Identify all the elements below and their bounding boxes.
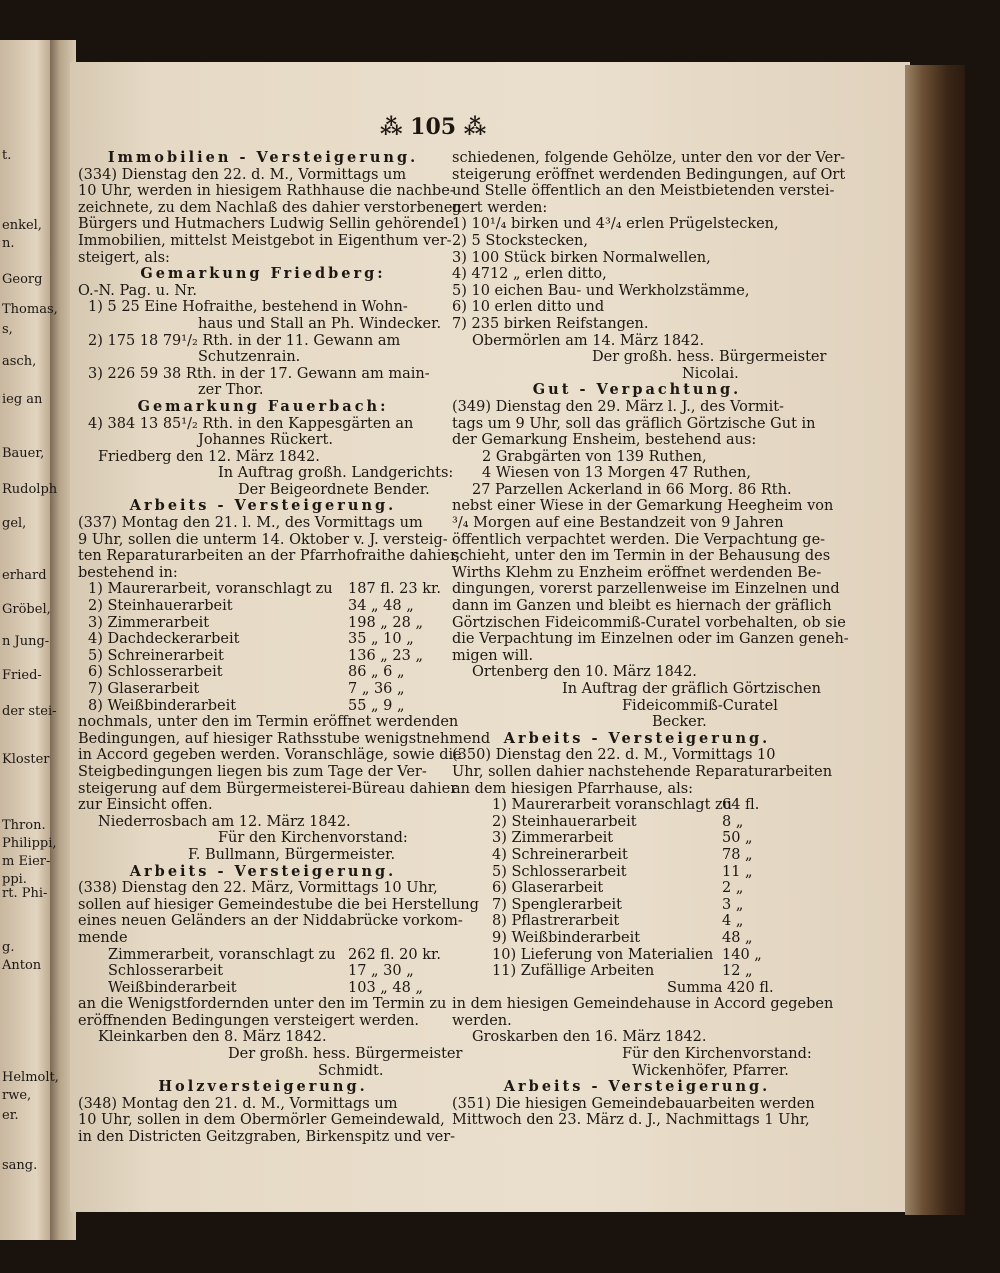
line-text: dann im Ganzen und bleibt es hiernach der gräflich [452,598,832,615]
line-text: Uhr, sollen dahier nachstehende Reparaturarbeiten [452,763,833,780]
line-text: 7) Glaserarbeit [88,681,200,697]
line-text: (337) Montag den 21. l. M., des Vormittags um [78,515,423,532]
text-line [452,1013,822,1030]
line-text: Immobilien - Versteigerung. [107,149,419,166]
text-line [78,1079,448,1096]
text-line [452,963,822,980]
line-text: In Auftrag großh. Landgerichts: [218,465,454,482]
text-line [78,681,448,698]
right-column [452,150,849,1129]
text-line [452,1096,822,1113]
line-text: Obermörlen am 14. März 1842. [472,332,705,349]
line-text: bestehend in: [78,564,178,581]
line-amount: 262 fl. 20 kr. [348,946,441,963]
left-page-fragment: Bauer, [2,446,45,461]
left-page-fragment: Georg [2,272,43,287]
page-number-text: 105 [410,114,457,140]
line-text: Gemarkung Friedberg: [140,265,386,283]
text-line [452,166,846,184]
line-text: Immobilien, mittelst Meistgebot in Eigenthum ver- [78,232,452,249]
line-text: die Verpachtung im Einzelnen oder im Ganzen geneh- [452,631,849,648]
line-text: 2 Grabgärten von 139 Ruthen, [482,448,707,465]
text-line [78,963,448,980]
left-page-fragment: der stei- [2,704,57,719]
text-line [452,183,835,200]
text-line [78,167,448,184]
text-line [78,399,448,416]
line-text: Arbeits - Versteigerung. [503,1078,771,1096]
line-text: Arbeits - Versteigerung. [129,862,397,880]
text-line [78,947,448,964]
left-page-fragment: erhard [2,568,47,583]
text-line [78,714,459,731]
line-text: mende [78,929,128,946]
text-line [78,266,448,283]
text-line [452,631,849,648]
line-text: Holzversteigerung. [158,1078,368,1096]
left-page-fragment: asch, [2,354,37,369]
line-text: Kleinkarben den 8. März 1842. [98,1029,327,1046]
line-text: steigerung auf dem Bürgermeisterei-Büreau dahier [78,780,458,797]
line-text: eines neuen Geländers an der Niddabrücke vorkom- [78,913,463,930]
line-text: 2) 5 Stockstecken, [452,232,589,249]
line-amount: 136 „ 23 „ [348,647,423,664]
line-amount: 198 „ 28 „ [348,614,423,631]
line-text: Gut - Verpachtung. [532,381,742,399]
text-line [452,382,822,399]
line-amount: 8 „ [722,813,744,830]
line-text: zeichnete, zu dem Nachlaß des dahier verstorbenen [78,199,462,216]
line-text: Der großh. hess. Bürgermeister [228,1046,463,1063]
line-amount: 78 „ [722,846,753,863]
text-line [452,1079,822,1096]
text-line [78,382,448,399]
line-text: 1) Maurerarbeit, voranschlagt zu [88,581,333,598]
text-line [78,880,448,897]
text-line [78,930,448,947]
text-line [78,482,448,499]
text-line [452,233,822,250]
text-line [78,1112,448,1129]
line-text: Niederrosbach am 12. März 1842. [98,813,351,830]
line-text: der Gemarkung Ensheim, bestehend aus: [452,432,757,449]
line-text: Für den Kirchenvorstand: [218,830,408,847]
text-line [452,714,822,731]
line-text: 4) Schreinerarbeit [492,846,628,863]
line-text: in Accord gegeben werden. Voranschläge, sowie die [78,747,462,764]
line-text: Steigbedingungen liegen bis zum Tage der Ver- [78,763,427,780]
text-line [452,399,822,416]
text-line [78,515,448,532]
text-line [452,913,822,930]
text-line [452,299,822,316]
line-text: Arbeits - Versteigerung. [129,497,397,515]
text-line [452,648,822,665]
left-page-fragment: rt. Phi- [2,886,48,901]
text-line [78,747,462,764]
text-line [78,1029,448,1046]
text-line [78,199,462,217]
line-text: Der großh. hess. Bürgermeister [592,349,827,366]
line-text: 6) 10 erlen ditto und [452,299,605,316]
line-text: Fideicommiß-Curatel [622,697,778,714]
line-text: 1) 5 25 Eine Hofraithe, bestehend in Wohn- [88,299,408,316]
line-text: 4 Wiesen von 13 Morgen 47 Ruthen, [482,465,751,482]
line-amount: 4 „ [722,913,744,930]
text-line [452,698,822,715]
line-text: (349) Dienstag den 29. März l. J., des Vormit- [452,398,784,415]
left-page-fragment: Anton [2,958,42,973]
line-text: 10 Uhr, werden in hiesigem Rathhause die nachbe- [78,183,455,200]
line-text: Schutzenrain. [198,349,301,366]
line-amount: 64 fl. [722,797,760,814]
line-text: sollen auf hiesiger Gemeindestube die bei Herstellung [78,896,479,913]
left-page-fragment: Gröbel, [2,602,51,617]
line-text: (350) Dienstag den 22. d. M., Vormittags 10 [452,747,776,764]
text-line [78,764,448,781]
text-line [452,664,822,681]
line-text: 2) Steinhauerarbeit [88,598,233,615]
left-page-fragment: gel, [2,516,27,531]
text-line [78,598,448,615]
line-text: 3) 226 59 38 Rth. in der 17. Gewann am main- [88,365,430,382]
line-amount: 55 „ 9 „ [348,697,405,714]
text-line [452,614,846,632]
line-text: zer Thor. [198,382,264,399]
text-line [78,913,463,930]
text-line [78,830,448,847]
text-line [452,947,822,964]
text-line [452,283,822,300]
left-page-fragment: Rudolph [2,482,58,497]
text-line [78,349,448,366]
line-amount: 50 „ [722,830,753,847]
line-text: 10 Uhr, sollen in dem Obermörler Gemeindewald, [78,1112,445,1129]
text-line [452,498,834,515]
text-line [452,316,822,333]
text-line [452,781,822,798]
line-text: an dem hiesigen Pfarrhause, als: [452,780,694,797]
line-text: steigert, als: [78,249,170,266]
line-text: 4) 384 13 85¹/₂ Rth. in den Kappesgärten an [88,415,414,432]
text-line [452,531,826,549]
text-line [78,730,491,748]
text-line [452,797,822,814]
text-line [78,980,448,997]
text-line [78,648,448,665]
text-line [452,880,822,897]
line-text: nebst einer Wiese in der Gemarkung Heegheim von [452,498,834,515]
book-spine [905,65,965,1215]
text-line [452,996,834,1013]
line-text: 5) Schlosserarbeit [492,863,627,880]
line-text: 7) Spenglerarbeit [492,896,622,913]
text-line [452,216,822,233]
text-line [452,250,822,267]
line-text: schiedenen, folgende Gehölze, unter den vor der Ver- [452,150,846,166]
line-text: Groskarben den 16. März 1842. [472,1029,707,1046]
line-amount: 12 „ [722,963,753,980]
text-line [78,465,454,482]
left-page-fragment: er. [2,1108,19,1123]
line-text: 4) 4712 „ erlen ditto, [452,266,607,283]
line-amount: 187 fl. 23 kr. [348,581,441,598]
left-page-fragment: s, [2,322,13,337]
text-line [452,565,822,582]
text-line [452,980,822,997]
line-text: 6) Glaserarbeit [492,880,604,897]
page-number [380,114,486,140]
text-line [78,1063,448,1080]
line-text: F. Bullmann, Bürgermeister. [188,846,396,863]
text-line [78,216,454,233]
text-line [452,333,822,350]
left-page-fragment: Thomas, [2,302,58,317]
line-amount: 86 „ 6 „ [348,664,405,681]
line-text: Weißbinderarbeit [108,979,237,996]
line-text: (351) Die hiesigen Gemeindebauarbeiten werden [452,1095,815,1112]
text-line [452,482,822,499]
text-line [78,1129,456,1146]
text-line [452,930,822,947]
text-line [452,432,822,449]
line-text: ten Reparaturarbeiten an der Pfarrhofraithe dahier, [78,548,460,565]
text-line [452,1029,822,1046]
line-text: werden. [452,1012,512,1029]
text-line [452,731,822,748]
left-page-fragment: enkel, [2,218,42,233]
line-text: Schmidt. [318,1062,384,1079]
line-text: Wickenhöfer, Pfarrer. [632,1062,789,1079]
line-text: (348) Montag den 21. d. M., Vormittags um [78,1095,398,1112]
text-line [452,763,833,781]
line-text: 2) Steinhauerarbeit [492,813,637,830]
text-line [78,631,448,648]
left-page-fragment: Helmolt, [2,1070,59,1085]
line-amount: 7 „ 36 „ [348,681,405,697]
line-text: migen will. [452,647,534,664]
line-text: 1) Maurerarbeit voranschlagt zu [492,797,732,814]
line-text: Mittwoch den 23. März d. J., Nachmittags 1 Uhr, [452,1112,810,1129]
line-text: Friedberg den 12. März 1842. [98,448,320,465]
text-line [78,283,448,300]
text-line [78,498,448,515]
line-text: Wirths Klehm zu Enzheim eröffnet werdenden Be- [452,564,822,581]
line-amount: 140 „ [722,946,762,963]
left-page-fragment: ieg an [2,392,43,407]
text-line [78,996,448,1013]
text-line [452,449,822,466]
text-line [452,465,822,482]
line-text: steigerung eröffnet werdenden Bedingungen, auf Ort [452,166,846,183]
text-line [78,183,455,200]
text-line [78,250,448,267]
line-amount: 3 „ [722,896,744,913]
text-line [78,780,458,798]
line-text: 5) Schreinerarbeit [88,647,224,664]
left-page-fragment: n. [2,236,15,251]
line-text: Johannes Rückert. [198,432,333,449]
line-text: und Stelle öffentlich an den Meistbietenden verstei- [452,183,835,200]
line-text: tags um 9 Uhr, soll das gräflich Görtzische Gut in [452,415,816,432]
left-column [78,149,491,1146]
text-line [78,698,448,715]
text-line [78,581,448,598]
text-line [452,847,822,864]
text-line [452,1063,822,1080]
text-line [452,864,822,881]
ornament-right: ⁂ [456,114,487,140]
text-line [452,366,822,383]
text-line [78,232,452,250]
text-line [452,1046,822,1063]
line-text: 11) Zufällige Arbeiten [492,963,655,980]
left-page-fragment: t. [2,148,12,163]
left-page-fragment: g. [2,940,15,955]
line-text: 9 Uhr, sollen die unterm 14. Oktober v. J. versteig- [78,531,448,548]
text-line [452,266,822,283]
line-text: 9) Weißbinderarbeit [492,929,641,946]
text-line [452,598,832,615]
line-text: (334) Dienstag den 22. d. M., Vormittags um [78,166,407,183]
line-text: zur Einsicht offen. [78,797,213,814]
line-text: eröffnenden Bedingungen versteigert werden. [78,1012,420,1029]
line-text: Summa 420 fl. [667,979,774,996]
line-text: 8) Pflastrerarbeit [492,913,620,930]
text-line [452,548,831,565]
left-page-fragment: n Jung- [2,634,50,649]
line-text: Görtzischen Fideicommiß-Curatel vorbehalten, ob sie [452,614,846,631]
line-amount: 35 „ 10 „ [348,631,414,648]
text-line [78,1013,448,1030]
line-text: Gemarkung Fauerbach: [137,397,389,415]
text-line [78,432,448,449]
line-text: in dem hiesigen Gemeindehause in Accord gegeben [452,996,834,1013]
line-text: Arbeits - Versteigerung. [503,729,771,747]
text-line [452,747,822,764]
line-text: 27 Parzellen Ackerland in 66 Morg. 86 Rth. [472,481,792,498]
text-line [78,565,448,582]
line-amount: 48 „ [722,929,753,946]
line-text: Bedingungen, auf hiesiger Rathsstube wenigstnehmend [78,730,491,747]
left-page-fragment: Kloster [2,752,50,767]
text-line [452,581,840,598]
line-text: Der Beigeordnete Bender. [238,481,430,498]
text-line [78,449,448,466]
text-line [452,814,822,831]
left-page-fragment: m Eier- [2,854,51,869]
line-text: nochmals, unter den im Termin eröffnet werdenden [78,714,459,731]
line-text: 10) Lieferung von Materialien [492,946,714,963]
line-text: schieht, unter den im Termin in der Behausung des [452,548,831,565]
line-text: 1) 10¹/₄ birken und 4³/₄ erlen Prügelstecken, [452,216,779,233]
line-amount: 34 „ 48 „ [348,598,414,615]
line-text: Nicolai. [682,365,739,382]
text-line [452,349,827,366]
line-text: Bürgers und Hutmachers Ludwig Sellin gehörende [78,216,454,233]
line-text: Ortenberg den 10. März 1842. [472,664,697,681]
text-line [78,333,448,350]
text-line [78,532,448,549]
line-text: (338) Dienstag den 22. März, Vormittags 10 Uhr, [78,880,438,897]
text-line [78,664,448,681]
line-text: 8) Weißbinderarbeit [88,697,237,714]
line-text: dingungen, vorerst parzellenweise im Einzelnen und [452,581,840,598]
line-text: In Auftrag der gräflich Görtzischen [562,681,821,697]
line-text: Für den Kirchenvorstand: [622,1046,812,1063]
line-text: öffentlich verpachtet werden. Die Verpachtung ge- [452,531,826,548]
text-line [452,416,822,433]
line-text: ³/₄ Morgen auf eine Bestandzeit von 9 Jahren [452,515,784,532]
line-text: O.-N. Pag. u. Nr. [78,282,197,299]
text-line [78,548,460,565]
line-text: an die Wenigstfordernden unter den im Termin zu [78,996,447,1013]
line-amount: 2 „ [722,880,744,897]
text-line [78,797,448,814]
text-line [78,615,448,632]
text-line [78,1046,463,1063]
text-line [78,299,448,316]
text-line [78,847,448,864]
line-text: 5) 10 eichen Bau- und Werkholzstämme, [452,282,750,299]
ornament-left: ⁂ [380,114,411,140]
text-line [78,150,448,167]
text-line [78,416,448,433]
left-page-fragment: ppi. [2,872,27,887]
line-text: 4) Dachdeckerarbeit [88,631,240,648]
line-text: 3) Zimmerarbeit [88,614,210,631]
line-text: in den Districten Geitzgraben, Birkenspitz und ver- [78,1129,456,1146]
left-page-fragment: Fried- [2,668,42,683]
text-line [452,1112,822,1129]
text-line [452,830,822,847]
text-line [452,897,822,914]
line-amount: 103 „ 48 „ [348,979,423,996]
line-text: 7) 235 birken Reifstangen. [452,315,649,332]
line-text: Schlosserarbeit [108,963,224,980]
line-amount: 11 „ [722,863,753,880]
text-line [452,200,822,217]
text-line [78,896,479,914]
line-text: 3) 100 Stück birken Normalwellen, [452,249,711,266]
text-line [452,515,822,532]
text-line [78,1096,448,1113]
line-text: 3) Zimmerarbeit [492,830,614,847]
text-line [78,814,448,831]
text-line [452,150,846,167]
text-line [78,864,448,881]
text-line [452,681,822,698]
left-page-fragment: sang. [2,1158,38,1173]
line-text: gert werden: [452,199,548,216]
line-text: haus und Stall an Ph. Windecker. [198,315,442,332]
line-text: Zimmerarbeit, voranschlagt zu [108,946,336,963]
left-page-fragment: Thron. [2,818,46,833]
line-amount: 17 „ 30 „ [348,963,414,980]
line-text: 6) Schlosserarbeit [88,664,223,681]
left-page-fragment: rwe, [2,1088,32,1103]
text-line [78,366,448,383]
line-text: 2) 175 18 79¹/₂ Rth. in der 11. Gewann am [88,332,401,349]
left-page-fragment: Philippi, [2,836,57,851]
line-text: Becker. [652,714,707,731]
text-line [78,316,448,333]
